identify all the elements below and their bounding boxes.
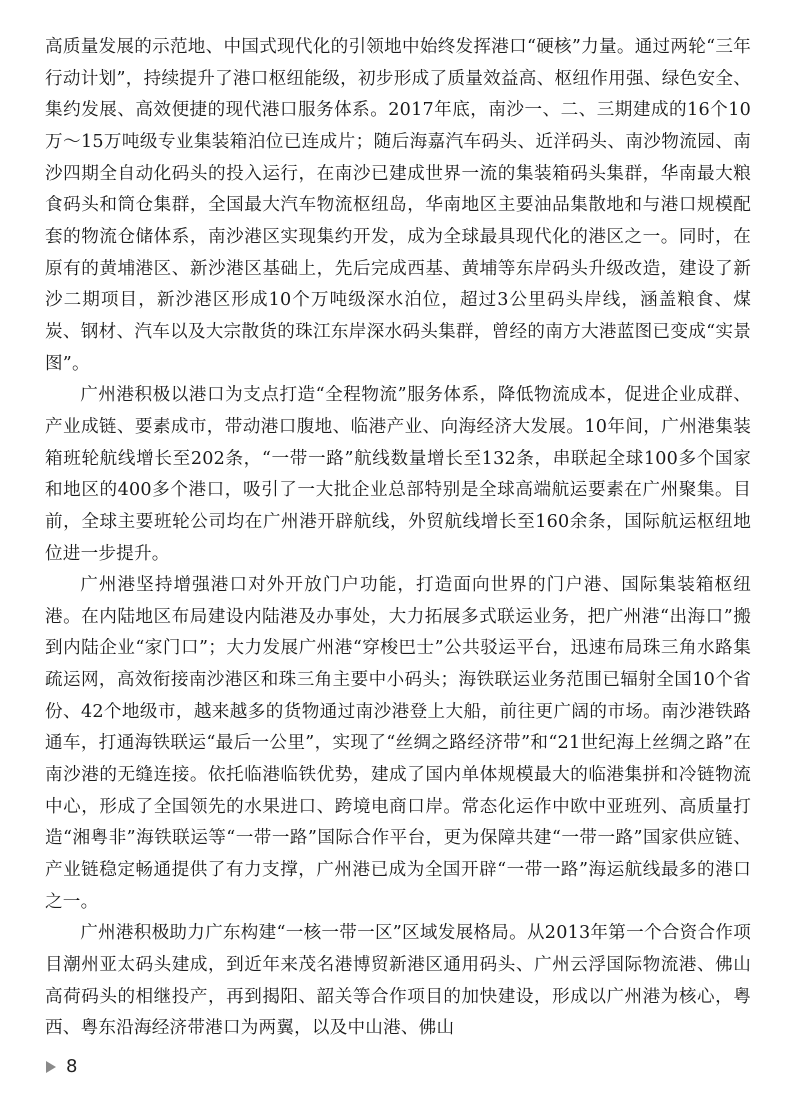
- page-footer: [46, 1056, 77, 1077]
- paragraph-gateway-port: 广州港坚持增强港口对外开放门户功能，打造面向世界的门户港、国际集装箱枢纽港。在内陆地区布局建设内陆港及办事处，大力拓展多式联运业务，把广州港“出海口”搬到内陆企业“家门口”；大力发展广州港“穿梭巴士”公共驳运平台，迅速布局珠三角水路集疏运网，高效衔接南沙港区和珠三角主要中小码头；海铁联运业务范围已辐射全国10个省份、42个地级市，越来越多的货物通过南沙港登上大船，前往更广阔的市场。南沙港铁路通车，打通海铁联运“最后一公里”，实现了“丝绸之路经济带”和“21世纪海上丝绸之路”在南沙港的无缝连接。依托临港临铁优势，建成了国内单体规模最大的临港集拼和冷链物流中心，形成了全国领先的水果进口、跨境电商口岸。常态化运作中欧中亚班列、高质量打造“湘粤非”海铁联运等“一带一路”国际合作平台，更为保障共建“一带一路”国家供应链、产业链稳定畅通提供了有力支撑，广州港已成为全国开辟“一带一路”海运航线最多的港口之一。: [45, 575, 751, 912]
- paragraph-continuation: 高质量发展的示范地、中国式现代化的引领地中始终发挥港口“硬核”力量。通过两轮“三年行动计划”，持续提升了港口枢纽能级，初步形成了质量效益高、枢纽作用强、绿色安全、集约发展、高效便捷的现代港口服务体系。2017年底，南沙一、二、三期建成的16个10万～15万吨级专业集装箱泊位已连成片；随后海嘉汽车码头、近洋码头、南沙物流园、南沙四期全自动化码头的投入运行，在南沙已建成世界一流的集装箱码头集群，华南最大粮食码头和筒仓集群，全国最大汽车物流枢纽岛，华南地区主要油品集散地和与港口规模配套的物流仓储体系，南沙港区实现集约开发，成为全球最具现代化的港区之一。同时，在原有的黄埔港区、新沙港区基础上，先后完成西基、黄埔等东岸码头升级改造，建设了新沙二期项目，新沙港区形成10个万吨级深水泊位，超过3公里码头岸线，涵盖粮食、煤炭、钢材、汽车以及大宗散货的珠江东岸深水码头集群，曾经的南方大港蓝图已变成“实景图”。: [45, 37, 751, 374]
- paragraph-logistics: 广州港积极以港口为支点打造“全程物流”服务体系，降低物流成本，促进企业成群、产业成链、要素成市，带动港口腹地、临港产业、向海经济大发展。10年间，广州港集装箱班轮航线增长至202条，“一带一路”航线数量增长至132条，串联起全球100多个国家和地区的400多个港口，吸引了一大批企业总部特别是全球高端航运要素在广州聚集。目前，全球主要班轮公司均在广州港开辟航线，外贸航线增长至160余条，国际航运枢纽地位进一步提升。: [45, 385, 751, 564]
- page-body: [45, 32, 751, 1045]
- triangle-right-icon: [46, 1061, 56, 1073]
- paragraph-regional-development: 广州港积极助力广东构建“一核一带一区”区域发展格局。从2013年第一个合资合作项目潮州亚太码头建成，到近年来茂名港博贸新港区通用码头、广州云浮国际物流港、佛山高荷码头的相继投产，再到揭阳、韶关等合作项目的加快建设，形成以广州港为核心，粤西、粤东沿海经济带港口为两翼，以及中山港、佛山: [45, 923, 751, 1039]
- page-number: 8: [66, 1056, 78, 1077]
